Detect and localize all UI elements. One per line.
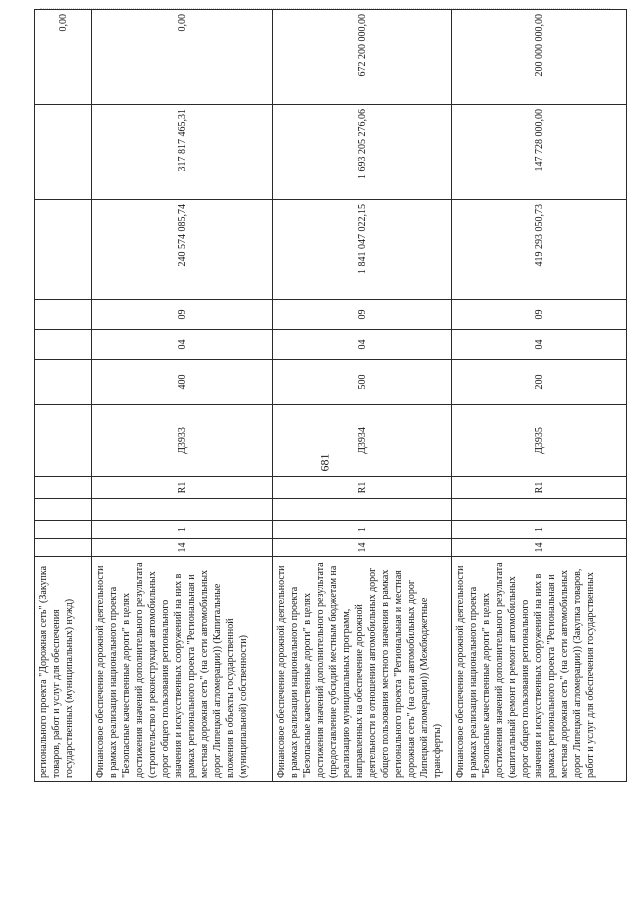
subsection-code: 09	[273, 300, 452, 330]
amount-year-1	[35, 200, 92, 300]
subprogram-code: 1	[452, 521, 627, 539]
subsection-code	[35, 300, 92, 330]
expense-code: Д3933	[92, 405, 273, 477]
budget-table	[34, 9, 627, 782]
amount-year-3: 0,00	[35, 10, 92, 105]
expense-code	[35, 405, 92, 477]
ministry-code: 14	[92, 539, 273, 557]
amount-year-1: 1 841 047 022,15	[273, 200, 452, 300]
page-number: 681	[317, 453, 332, 472]
row-description: регионального проекта "Дорожная сеть" (Закупка товаров, работ и услуг для обеспечения государственных (муниципальных) нужд)	[35, 557, 92, 782]
ministry-code	[35, 539, 92, 557]
project-code: R1	[92, 477, 273, 499]
section-code	[35, 330, 92, 360]
project-code	[35, 477, 92, 499]
project-code: R1	[452, 477, 627, 499]
row-description: Финансовое обеспечение дорожной деятельности в рамках реализации национального проекта "Безопасные качественные дороги" в целях достижения значений дополнительного результата (строительство и реконструкция автомобильных дорог общего пользования регионального значения и искусственных сооружений на них в рамках регионального проекта "Региональная и местная дорожная сеть" (на сети автомобильных дорог Липецкой агломерации)) (Капитальные вложения в объекты государственной (муниципальной) собственности)	[92, 557, 273, 782]
expense-type-code	[35, 360, 92, 405]
section-code: 04	[452, 330, 627, 360]
expense-code: Д3934	[273, 405, 452, 477]
table-row	[92, 10, 273, 782]
subsection-code: 09	[92, 300, 273, 330]
line-code	[35, 499, 92, 521]
line-code	[273, 499, 452, 521]
subprogram-code: 1	[92, 521, 273, 539]
ministry-code: 14	[452, 539, 627, 557]
line-code	[452, 499, 627, 521]
expense-type-code: 500	[273, 360, 452, 405]
section-code: 04	[92, 330, 273, 360]
amount-year-2	[35, 105, 92, 200]
table-row	[452, 10, 627, 782]
amount-year-3: 0,00	[92, 10, 273, 105]
ministry-code: 14	[273, 539, 452, 557]
rotated-table-container	[34, 10, 606, 782]
amount-year-2: 1 693 205 276,06	[273, 105, 452, 200]
line-code	[92, 499, 273, 521]
expense-type-code: 200	[452, 360, 627, 405]
amount-year-1: 240 574 085,74	[92, 200, 273, 300]
project-code: R1	[273, 477, 452, 499]
subsection-code: 09	[452, 300, 627, 330]
amount-year-3: 200 000 000,00	[452, 10, 627, 105]
row-description: Финансовое обеспечение дорожной деятельности в рамках реализации национального проекта "Безопасные качественные дороги" в целях достижения значений дополнительного результата (капитальный ремонт и ремонт автомобильных дорог общего пользования регионального значения и искусственных сооружений на них в рамках регионального проекта "Региональная и местная дорожная сеть" (на сети автомобильных дорог Липецкой агломерации)) (Закупка товаров, работ и услуг для обеспечения государственных	[452, 557, 627, 782]
amount-year-2: 147 728 000,00	[452, 105, 627, 200]
subprogram-code	[35, 521, 92, 539]
subprogram-code: 1	[273, 521, 452, 539]
expense-code: Д3935	[452, 405, 627, 477]
expense-type-code: 400	[92, 360, 273, 405]
row-description: Финансовое обеспечение дорожной деятельности в рамках реализации национального проекта "Безопасные качественные дороги" в целях достижения значений дополнительного результата (предоставление субсидий местным бюджетам на реализацию муниципальных программ, направленных на обеспечение дорожной деятельности в отношении автомобильных дорог общего пользования местного значения в рамках регионального проекта "Региональная и местная дорожная сеть" (на сети автомобильных дорог Липецкой агломерации)) (Межбюджетные трансферты)	[273, 557, 452, 782]
table-row	[273, 10, 452, 782]
amount-year-1: 419 293 050,73	[452, 200, 627, 300]
amount-year-3: 672 200 000,00	[273, 10, 452, 105]
table-row	[35, 10, 92, 782]
section-code: 04	[273, 330, 452, 360]
amount-year-2: 317 817 465,31	[92, 105, 273, 200]
